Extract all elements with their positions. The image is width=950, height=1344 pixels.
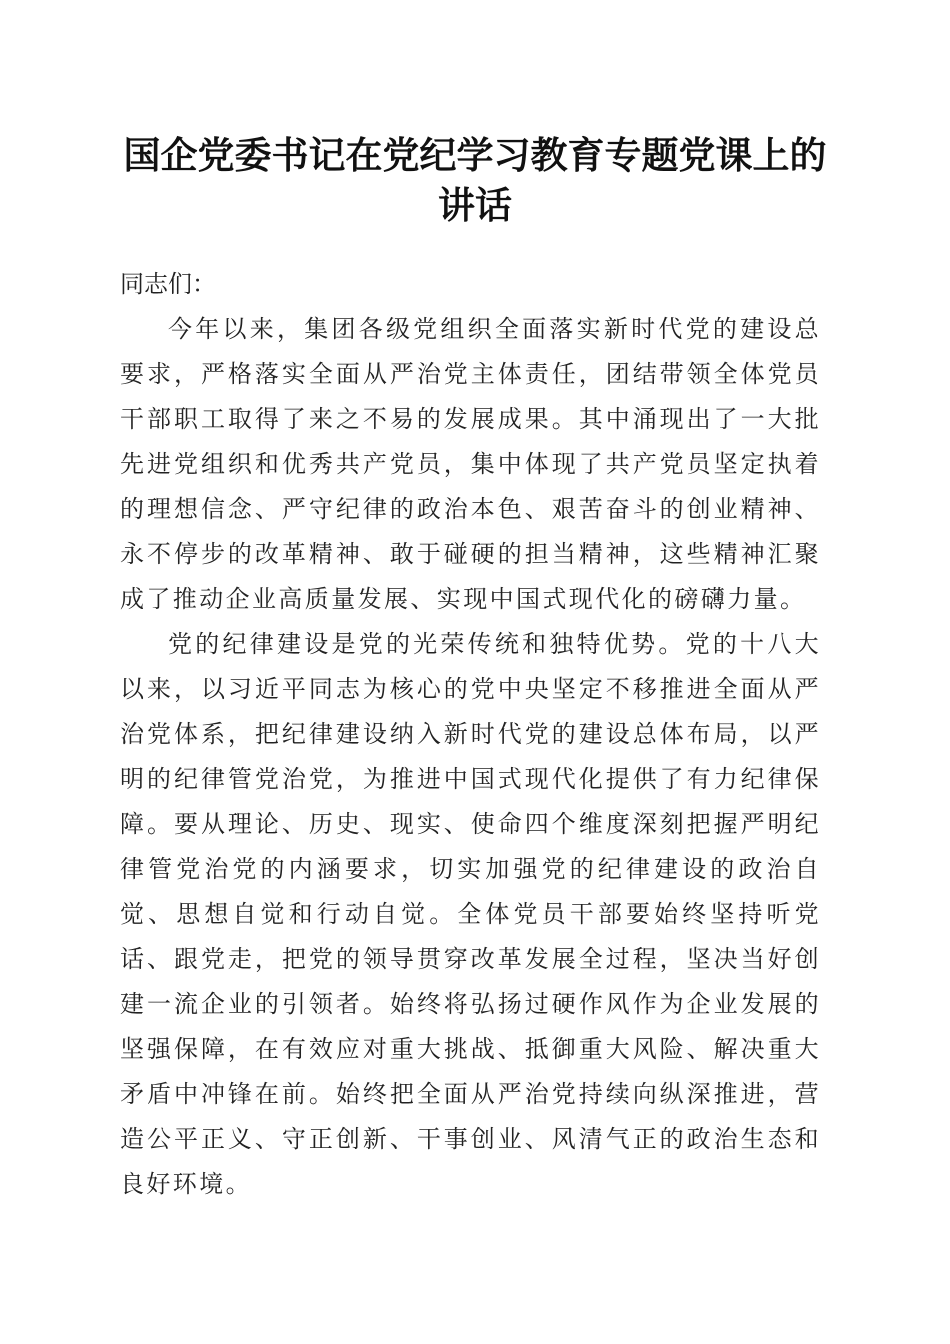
salutation: 同志们：: [120, 270, 216, 298]
document-body: [120, 262, 821, 1207]
paragraph-2: 党的纪律建设是党的光荣传统和独特优势。党的十八大以来，以习近平同志为核心的党中央坚定不移推进全面从严治党体系，把纪律建设纳入新时代党的建设总体布局，以严明的纪律管党治党，为推进中国式现代化提供了有力纪律保障。要从理论、历史、现实、使命四个维度深刻把握严明纪律管党治党的内涵要求，切实加强党的纪律建设的政治自觉、思想自觉和行动自觉。全体党员干部要始终坚持听党话、跟党走，把党的领导贯穿改革发展全过程，坚决当好创建一流企业的引领者。始终将弘扬过硬作风作为企业发展的坚强保障，在有效应对重大挑战、抵御重大风险、解决重大矛盾中冲锋在前。始终把全面从严治党持续向纵深推进，营造公平正义、守正创新、干事创业、风清气正的政治生态和良好环境。: [120, 630, 821, 1198]
paragraph-1: 今年以来，集团各级党组织全面落实新时代党的建设总要求，严格落实全面从严治党主体责任，团结带领全体党员干部职工取得了来之不易的发展成果。其中涌现出了一大批先进党组织和优秀共产党员，集中体现了共产党员坚定执着的理想信念、严守纪律的政治本色、艰苦奋斗的创业精神、永不停步的改革精神、敢于碰硬的担当精神，这些精神汇聚成了推动企业高质量发展、实现中国式现代化的磅礴力量。: [120, 315, 821, 613]
document-title: 国企党委书记在党纪学习教育专题党课上的讲话: [123, 133, 827, 227]
